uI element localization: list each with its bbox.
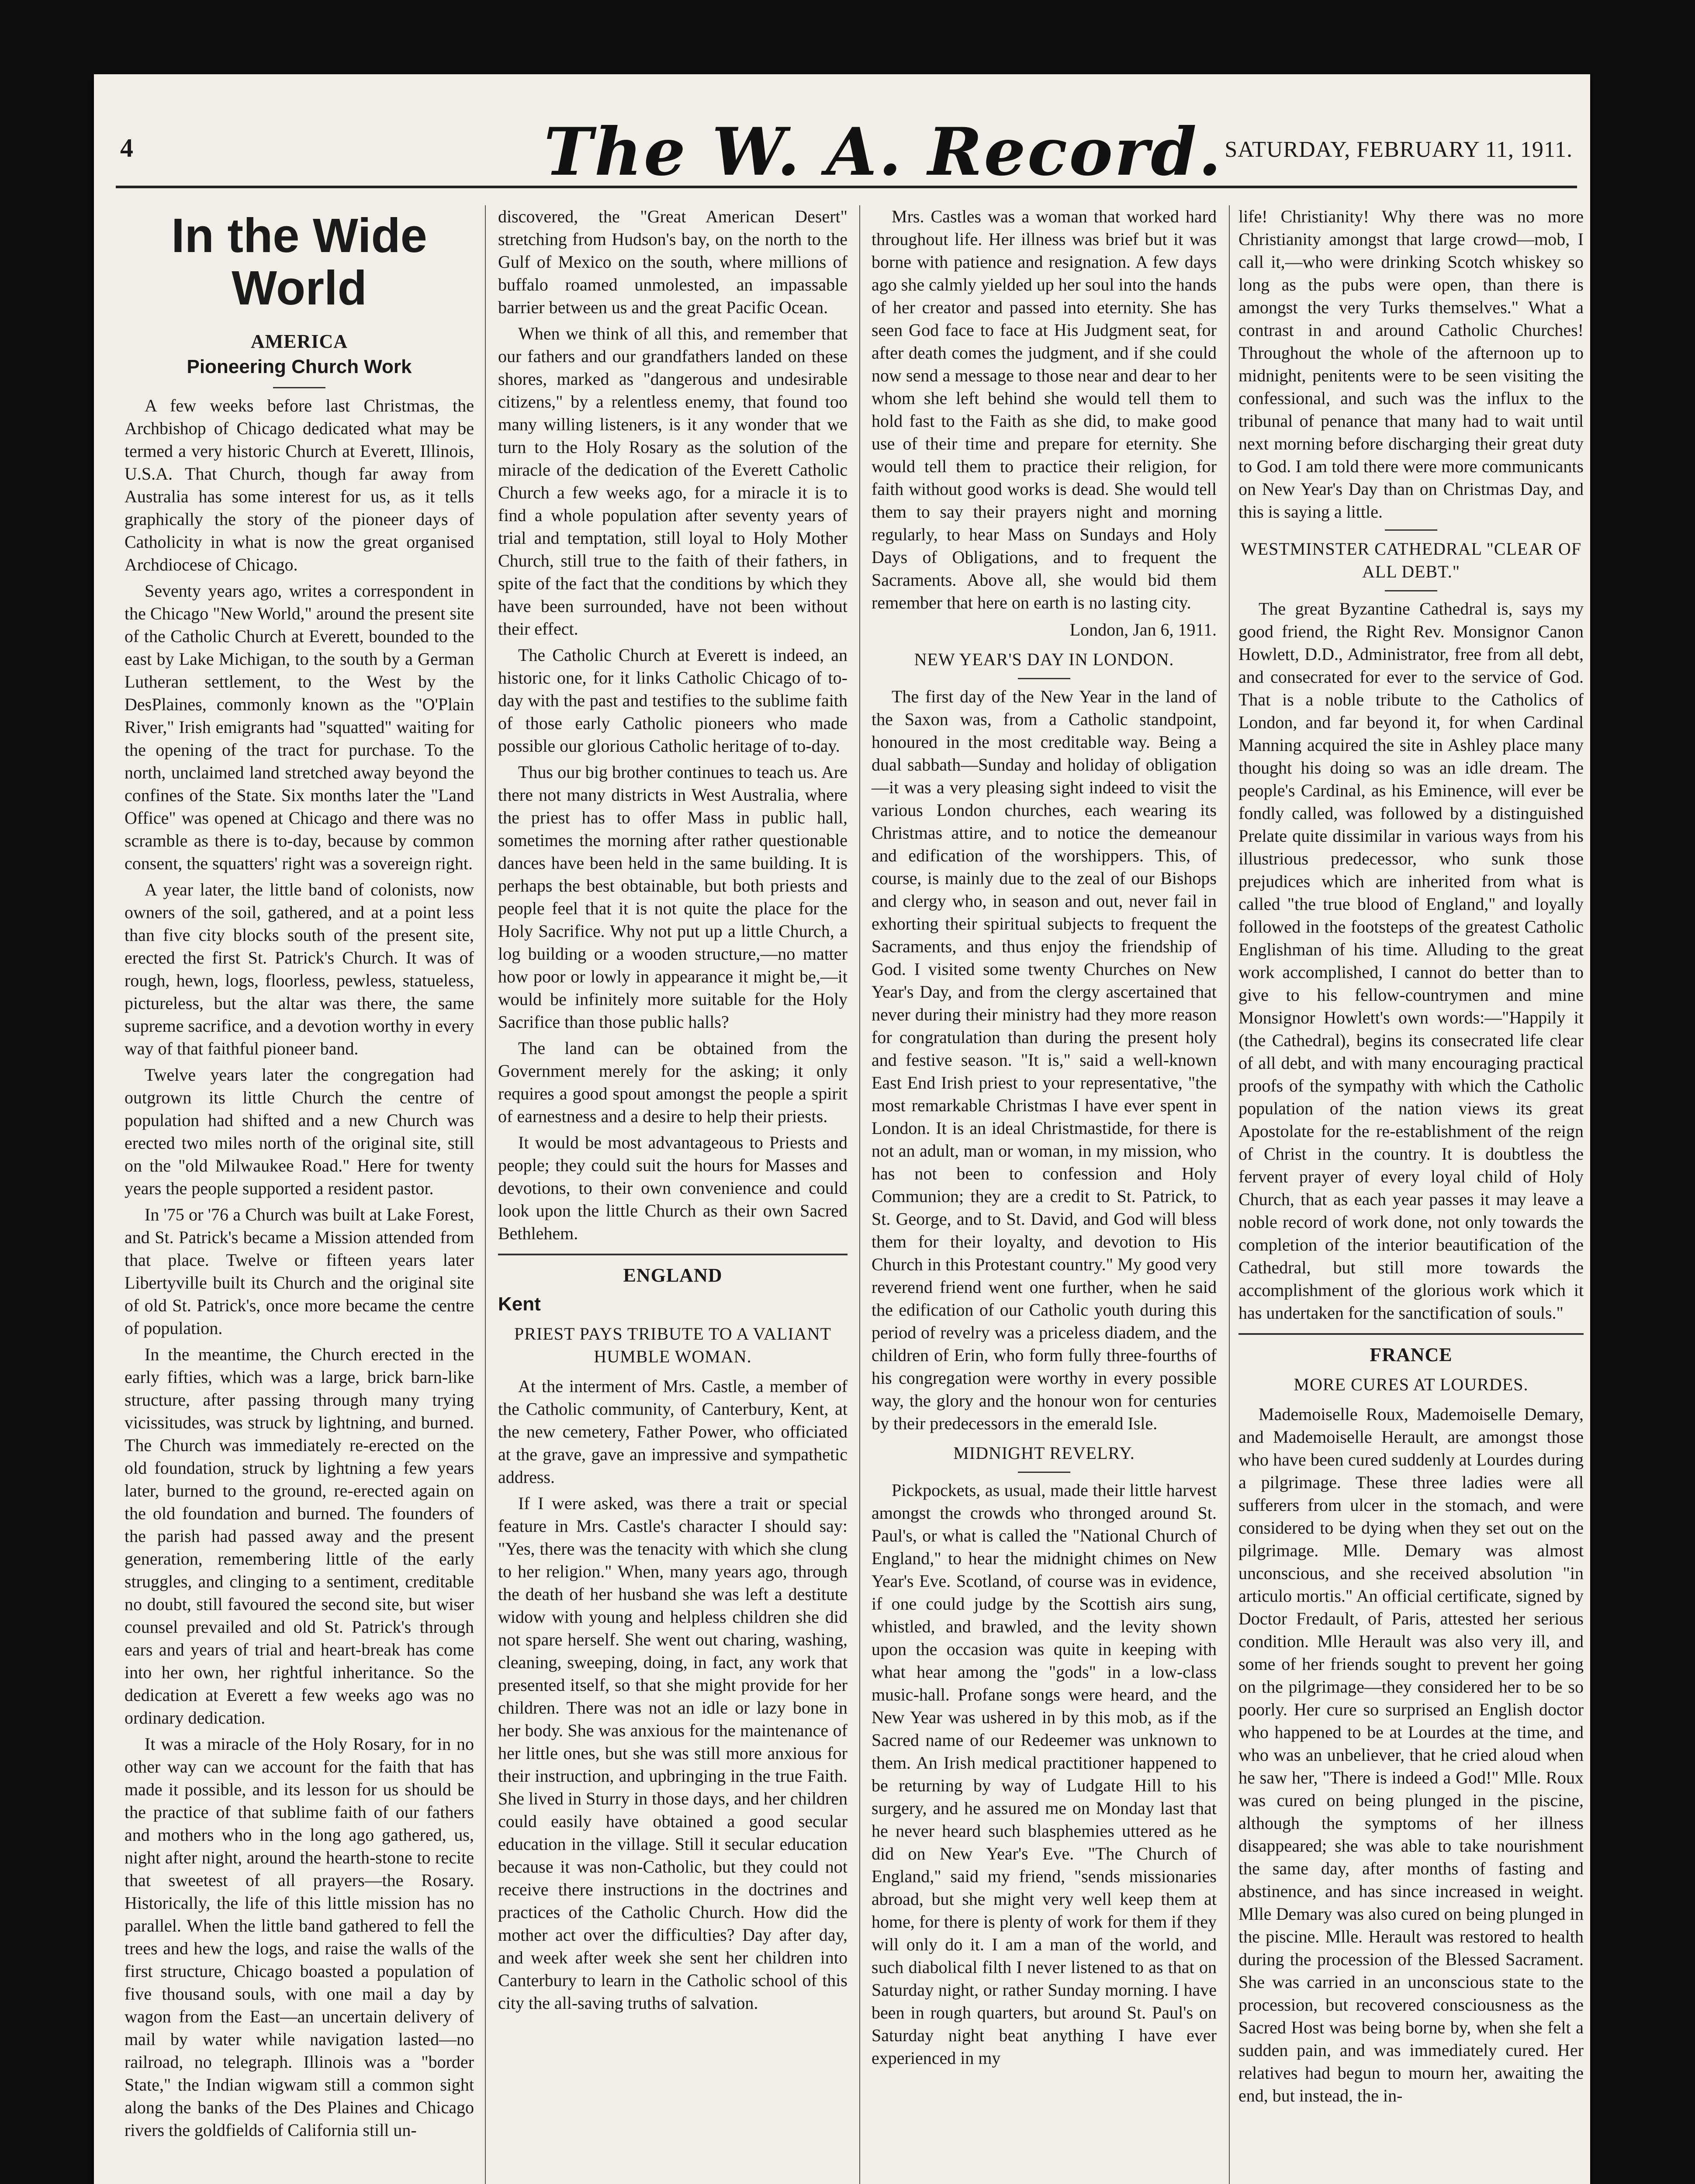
masthead-rule: [116, 186, 1577, 188]
subsection-kent: Kent: [498, 1293, 541, 1315]
subhead-america: AMERICA: [250, 331, 348, 352]
paragraph: discovered, the "Great American Desert" stretching from Hudson's bay, on the north to the Gulf of Mexico on the south, where millions of buffalo roamed unmolested, an impassable barrier between us and the great Pacific Ocean.: [498, 207, 848, 317]
paragraph: Seventy years ago, writes a correspondent in the Chicago "New World," around the present site of the Catholic Church at Everett, bounded to the east by Lake Michigan, to the south by a German Lutheran settlement, to the West by the DesPlaines, commonly known as the "O'Plain River," Irish emigrants had "squatted" waiting for the opening of the tract for purchase. To the north, unclaimed land stretched away beyond the confines of the State. Six months later the "Land Office" was opened at Chicago and there was no scramble as there is to-day, because by common consent, the squatters' right was a sovereign right.: [125, 581, 474, 873]
divider: [1385, 529, 1437, 531]
page-number: 4: [120, 134, 133, 162]
article-headline: WESTMINSTER CATHEDRAL "CLEAR OF ALL DEBT.": [1240, 539, 1582, 581]
column-4: [1238, 205, 1584, 2111]
paragraph: It would be most advantageous to Priests and people; they could suit the hours for Masses and devotions, to their own convenience and could look upon the little Church as their own Sacred Bethlehem.: [498, 1133, 848, 1243]
paragraph: If I were asked, was there a trait or special feature in Mrs. Castle's character I should say: "Yes, there was the tenacity with which she clung to her religion." When, many years ago, through the death of her husband she was left a destitute widow with young and helpless children she did not spare herself. She went out charing, washing, cleaning, sweeping, doing, in fact, any work that presented itself, so that she might provide for her children. There was not an idle or lazy bone in her body. She was anxious for the maintenance of her little ones, but she was still more anxious for their instruction, and upbringing in the true Faith. She lived in Sturry in those days, and her children could easily have obtained a good secular education in the village. Still it secular education because it was non-Catholic, but they could not receive there instructions in the doctrines and practices of the Catholic Church. How did the mother act over the difficulties? Day after day, and week after week she sent her children into Canterbury to learn in the Catholic school of this city the all-saving truths of salvation.: [498, 1493, 848, 2013]
divider: [1018, 1472, 1070, 1473]
divider: [273, 387, 325, 388]
paragraph: In '75 or '76 a Church was built at Lake Forest, and St. Patrick's became a Mission attended from that place. Twelve or fifteen years later Libertyville built its Church and the original site of old St. Patrick's, once more became the centre of population.: [125, 1205, 474, 1338]
paragraph: The first day of the New Year in the land of the Saxon was, from a Catholic standpoint, honoured in the most creditable way. Being a dual sabbath—Sunday and holiday of obligation—it was a very pleasing sight indeed to visit the various London churches, each wearing its Christmas attire, and to notice the demeanour and edification of the worshippers. This, of course, is mainly due to the zeal of our Bishops and clergy who, in season and out, never fail in exhorting their spiritual subjects to frequent the Sacraments, and thus enjoy the friendship of God. I visited some twenty Churches on New Year's Day, and from the clergy ascertained that never during their ministry had they more reason for congratulation than during the present holy and festive season. "It is," said a well-known East End Irish priest to your representative, "the most remarkable Christmas I have ever spent in London. It is an ideal Christmastide, for there is not an adult, man or woman, in my mission, who has not been to confession and Holy Communion; they are a credit to St. Patrick, to St. George, and to St. David, and God will bless them for their loyalty, and devotion to His Church in this Protestant country." My good very reverend friend went one further, when he said the edification of our Catholic youth during this period of revelry was a priceless diadem, and the children of Erin, who form fully three-fourths of his congregation were worthy in every possible way, the glory and the honour won for centuries by their predecessors in the emerald Isle.: [872, 687, 1217, 1433]
paragraph: In the meantime, the Church erected in the early fifties, which was a large, brick barn-like structure, after passing through many trying vicissitudes, was struck by lightning, and burned. The Church was immediately re-erected on the old foundation, struck by lightning a few years later, burned to the ground, re-erected again on the old foundation and burned. The founders of the parish had passed away and the present generation, remembering little of the early struggles, and clinging to a sentiment, creditable no doubt, still favoured the second site, but wiser counsel prevailed and old St. Patrick's through ears and years of trial and heart-break has come into her own, her rightful inheritance. So the dedication at Everett a few weeks ago was no ordinary dedication.: [125, 1344, 474, 1728]
paragraph: A few weeks before last Christmas, the Archbishop of Chicago dedicated what may be termed a very historic Church at Everett, Illinois, U.S.A. That Church, though far away from Australia has some interest for us, as it tells graphically the story of the pioneer days of Catholicity in what is now the great organised Archdiocese of Chicago.: [125, 396, 474, 574]
newspaper-page: [94, 74, 1590, 2184]
article-headline: PRIEST PAYS TRIBUTE TO A VALIANT HUMBLE WOMAN.: [514, 1324, 831, 1366]
article-headline: MIDNIGHT REVELRY.: [953, 1443, 1135, 1463]
column-1: [125, 205, 474, 2145]
column-3: [872, 205, 1217, 2073]
article-body: [125, 394, 474, 2142]
paragraph: Twelve years later the congregation had outgrown its little Church the centre of population had shifted and a new Church was erected two miles north of the original site, still on the "old Milwaukee Road." Here for twenty years the people supported a resident pastor.: [125, 1065, 474, 1198]
section-england: ENGLAND: [623, 1265, 723, 1286]
paragraph: Pickpockets, as usual, made their little harvest amongst the crowds who thronged around St. Paul's, or what is called the "National Church of England," to hear the midnight chimes on New Year's Eve. Scotland, of course was in evidence, if one could judge by the Scottish airs sung, whistled, and brawled, and the levity shown upon the occasion was quite in keeping with what hear among the "gods" in a low-class music-hall. Profane songs were heard, and the New Year was ushered in by this mob, as if the Sacred name of our Redeemer was unknown to them. An Irish medical practitioner happened to be returning by way of Ludgate Hill to his surgery, and he assured me on Monday last that he never heard such blasphemies uttered as he did on New Year's Eve. "The Church of England," said my friend, "sends missionaries abroad, but she might very well keep them at home, for there is plenty of work for them if they will only do it. I am a man of the world, and such diabolical filth I never listened to as that on Saturday night, or rather Sunday morning. I have been in rough quarters, but around St. Paul's on Saturday night beat anything I have ever experienced in my: [872, 1480, 1217, 2068]
masthead: [94, 114, 1590, 190]
section-title: In the Wide World: [171, 209, 427, 315]
paragraph: Thus our big brother continues to teach us. Are there not many districts in West Australia, where the priest has to offer Mass in public hall, sometimes the morning after rather questionable dances have been held in the same building. It is perhaps the best obtainable, but both priests and people feel that it is not quite the place for the Holy Sacrifice. Why not put up a little Church, a log building or a wooden structure,—no matter how poor or lowly in appearance it might be,—it would be infinitely more suitable for the Holy Sacrifice than those public halls?: [498, 762, 848, 1032]
column-divider: [1229, 205, 1230, 2184]
section-france: FRANCE: [1370, 1344, 1453, 1365]
paragraph: When we think of all this, and remember that our fathers and our grandfathers landed on these shores, marked as "dangerous and undesirable citizens," by a relentless enemy, that found too many willing listeners, is it any wonder that we turn to the Holy Rosary as the solution of the miracle of the dedication of the Everett Catholic Church a few weeks ago, for a miracle it is to find a whole population after seventy years of trial and temptation, still loyal to Holy Mother Church, still true to the faith of their fathers, in spite of the fact that the conditions by which they have been surrounded, have not been without their effect.: [498, 324, 848, 639]
paragraph: At the interment of Mrs. Castle, a member of the Catholic community, of Canterbury, Kent, at the new cemetery, Father Power, who officiated at the grave, gave an impressive and sympathetic address.: [498, 1376, 848, 1487]
article-headline: NEW YEAR'S DAY IN LONDON.: [914, 650, 1174, 669]
column-divider: [485, 205, 486, 2184]
divider: [1238, 1333, 1584, 1335]
dateline: London, Jan 6, 1911.: [1069, 620, 1217, 639]
issue-date: SATURDAY, FEBRUARY 11, 1911.: [1225, 137, 1573, 162]
paragraph: The land can be obtained from the Government merely for the asking; it only requires a good spout amongst the people a spirit of earnestness and a desire to help their priests.: [498, 1038, 848, 1126]
paragraph: life! Christianity! Why there was no more Christianity amongst that large crowd—mob, I call it,—who were drinking Scotch whiskey so long as the pubs were open, than there is amongst the very Turks themselves." What a contrast in and around Catholic Churches! Throughout the whole of the afternoon up to midnight, penitents were to be seen visiting the confessional, and such was the influx to the tribunal of penance that many had to wait until next morning before discharging their great duty to God. I am told there were more communicants on New Year's Day than on Christmas Day, and this is saying a little.: [1238, 207, 1584, 522]
paragraph: Mademoiselle Roux, Mademoiselle Demary, and Mademoiselle Herault, are amongst those who have been cured suddenly at Lourdes during a pilgrimage. These three ladies were all sufferers from ulcer in the stomach, and were considered to be dying when they set out on the pilgrimage. Mlle. Demary was almost unconscious, and she received absolution "in articulo mortis." An official certificate, signed by Doctor Fredault, of Paris, attested her serious condition. Mlle Herault was also very ill, and some of her friends sought to prevent her going on the pilgrimage—they considered her to be so poorly. Her cure so surprised an English doctor who happened to be at Lourdes at the time, and who was an unbeliever, that he cried aloud when he saw her, "There is indeed a God!" Mlle. Roux was cured on being plunged in the piscine, although the symptoms of her illness disappeared; she was able to take nourishment the same day, after months of fasting and abstinence, and has since increased in weight. Mlle Demary was also cured on being plunged in the piscine. Mlle. Herault was restored to health during the procession of the Blessed Sacrament. She was carried in an unconscious state to the procession, but recovered consciousness as the Sacred Host was being borne by, when she felt a sudden pain, and was immediately cured. Her relatives had begun to mourn her, awaiting the end, but instead, the in-: [1238, 1404, 1584, 2105]
column-divider: [859, 205, 860, 2184]
paragraph: Mrs. Castles was a woman that worked hard throughout life. Her illness was brief but it was borne with patience and resignation. A few days ago she calmly yielded up her soul into the hands of her creator and passed into eternity. She has seen God face to face at His Judgment seat, for after death comes the judgment, and if she could now send a message to those near and dear to her whom she left behind she would tell them to hold fast to the Faith as she did, to make good use of their time and prepare for eternity. She would tell them to practice their religion, for faith without good works is dead. She would tell them to say their prayers night and morning regularly, to hear Mass on Sundays and Holy Days of Obligations, and to frequent the Sacraments. Above all, she would bid them remember that here on earth is no lasting city.: [872, 207, 1217, 612]
paragraph: A year later, the little band of colonists, now owners of the soil, gathered, and at a point less than five city blocks south of the present site, erected the first St. Patrick's Church. It was of rough, hewn, logs, floorless, pewless, statueless, pictureless, but the altar was there, the same supreme sacrifice, and a devotion worthy in every way of that faithful pioneer band.: [125, 880, 474, 1058]
paragraph: It was a miracle of the Holy Rosary, for in no other way can we account for the faith that has made it possible, and its lesson for us should be the practice of that sublime faith of our fathers and mothers who in the long ago gathered, us, night after night, around the hearth-stone to recite that sweetest of all prayers—the Rosary. Historically, the life of this little mission has no parallel. When the little band gathered to fell the trees and hew the logs, and raise the walls of the first structure, Chicago boasted a population of five thousand souls, with one mail a day by wagon from the East—an uncertain delivery of mail by water while navigation lasted—no railroad, no telegraph. Illinois was a "border State," the Indian wigwam still a common sight along the banks of the Des Plaines and Chicago rivers the goldfields of California still un-: [125, 1734, 474, 2140]
divider: [1385, 590, 1437, 591]
article-headline: Pioneering Church Work: [187, 356, 412, 377]
article-headline: MORE CURES AT LOURDES.: [1294, 1375, 1529, 1394]
column-2: [498, 205, 848, 2018]
divider: [1018, 678, 1070, 679]
paragraph: The Catholic Church at Everett is indeed, an historic one, for it links Catholic Chicago of to-day with the past and testifies to the sublime faith of those early Catholic pioneers who made possible our glorious Catholic heritage of to-day.: [498, 645, 848, 756]
divider: [498, 1254, 848, 1255]
paragraph: The great Byzantine Cathedral is, says my good friend, the Right Rev. Monsignor Canon Howlett, D.D., Administrator, free from all debt, and consecrated for ever to the service of God. That is a noble tribute to the Catholics of London, and far beyond it, for when Cardinal Manning acquired the site in Ashley place many thought his doing so was an idle dream. The people's Cardinal, as his Eminence, will ever be fondly called, was followed by a distinguished Prelate quite dissimilar in various ways from his illustrious predecessor, who sunk those prejudices which are inherited from what is called "the true blood of England," and loyally followed in the footsteps of the greatest Catholic Englishman of his time. Alluding to the great work accomplished, I cannot do better than to give to his fellow-countrymen and mine Monsignor Howlett's own words:—"Happily it (the Cathedral), begins its consecrated life clear of all debt, and with many encouraging practical proofs of the sympathy with which the Catholic population of the nation views its great Apostolate for the re-establishment of the reign of Christ in the country. It is doubtless the fervent prayer of every loyal child of Holy Church, that as each year passes it may leave a noble record of work done, not only towards the completion of the interior beautification of the Cathedral, but still more towards the accomplishment of the glorious work which it has undertaken for the sanctification of souls.": [1238, 599, 1584, 1323]
newspaper-title: The W. A. Record.: [544, 114, 1223, 190]
